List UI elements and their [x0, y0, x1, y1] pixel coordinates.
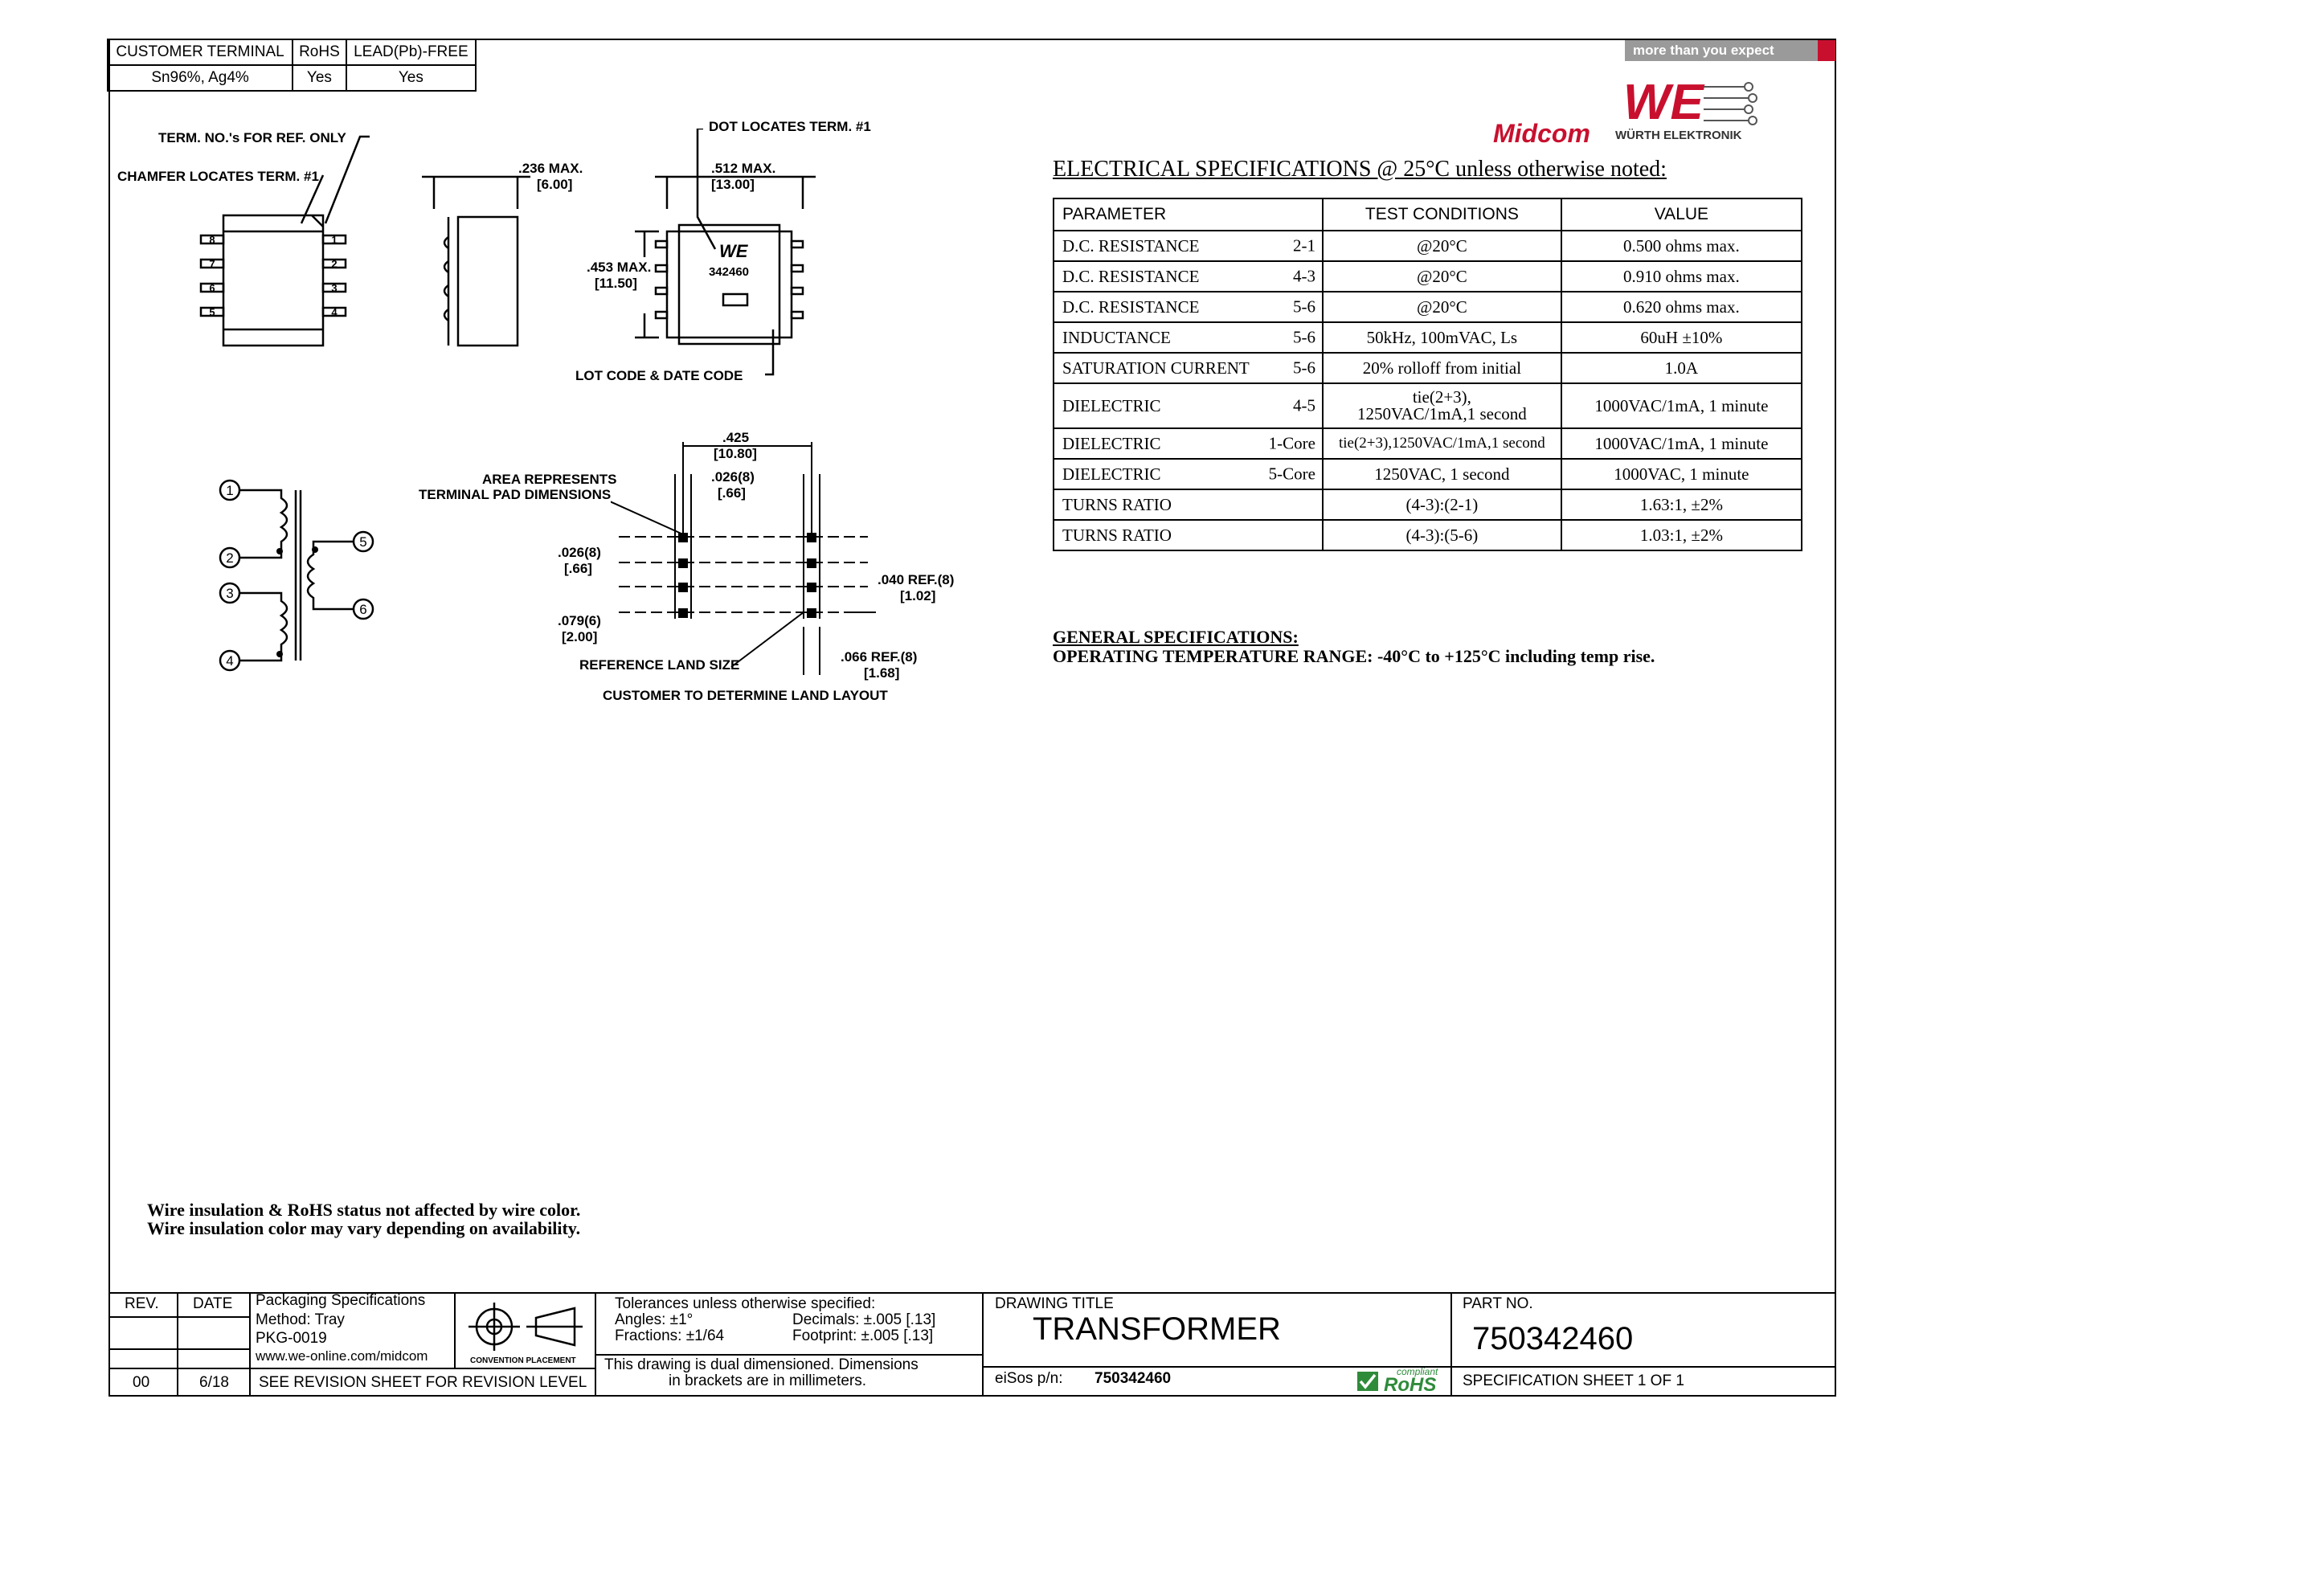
condition: (4-3):(2-1): [1323, 489, 1561, 520]
value: 60uH ±10%: [1561, 322, 1802, 353]
eisos-value: 750342460: [1094, 1370, 1172, 1387]
pins: 5-6: [1293, 358, 1315, 378]
packaging-title: Packaging Specifications: [256, 1292, 426, 1309]
drawing-title-label: DRAWING TITLE: [995, 1295, 1114, 1312]
pin-label-3: 3: [331, 282, 338, 294]
part-no: 750342460: [1472, 1321, 1634, 1356]
dim-425-mm: [10.80]: [714, 446, 757, 461]
value: 0.910 ohms max.: [1561, 261, 1802, 292]
leadfree-header: LEAD(Pb)-FREE: [346, 39, 476, 65]
spec-row: [1054, 383, 1802, 428]
dim-512: .512 MAX.: [711, 161, 776, 176]
packaging-method: Method: Tray: [256, 1311, 345, 1328]
we-mark: WE: [1623, 77, 1704, 130]
wurth-text: WÜRTH ELEKTRONIK: [1615, 129, 1742, 142]
condition: @20°C: [1323, 231, 1561, 261]
dim-236: .236 MAX.: [518, 161, 583, 176]
param: DIELECTRIC: [1062, 395, 1161, 415]
tolerance-decimals: Decimals: ±.005 [.13]: [792, 1311, 936, 1328]
general-line: OPERATING TEMPERATURE RANGE: -40°C to +125°C including temp rise.: [1053, 646, 1655, 666]
dual-note-1: This drawing is dual dimensioned. Dimensions: [604, 1356, 919, 1373]
revision-note: SEE REVISION SHEET FOR REVISION LEVEL: [259, 1374, 587, 1391]
drawing-title: TRANSFORMER: [1033, 1311, 1281, 1347]
chamfer-note: CHAMFER LOCATES TERM. #1: [117, 169, 319, 184]
date-value: 6/18: [199, 1374, 229, 1391]
spec-row: [1054, 459, 1802, 489]
schematic-pin-2: 2: [226, 550, 234, 566]
rohs-compliant-badge: [1356, 1366, 1448, 1396]
wire-note-2: Wire insulation color may vary depending on availability.: [147, 1218, 581, 1238]
midcom-logo: Midcom: [1493, 119, 1590, 148]
dim-512-mm: [13.00]: [711, 177, 755, 192]
dim-425: .425: [722, 430, 750, 445]
header-value: VALUE: [1561, 198, 1802, 231]
tolerance-footprint: Footprint: ±.005 [.13]: [792, 1327, 934, 1344]
condition: (4-3):(5-6): [1323, 520, 1561, 550]
value: 1.63:1, ±2%: [1561, 489, 1802, 520]
schematic-pin-3: 3: [226, 586, 234, 601]
param: DIELECTRIC: [1062, 433, 1161, 453]
rohs-header: RoHS: [293, 39, 346, 65]
terminal-table: [107, 39, 477, 92]
schematic-pin-6: 6: [359, 602, 367, 617]
part-mark: 342460: [708, 265, 750, 279]
area-note-2: TERMINAL PAD DIMENSIONS: [419, 487, 612, 502]
tagline-bar: [1625, 40, 1818, 61]
pin-label-6: 6: [209, 282, 215, 294]
spec-row: [1054, 261, 1802, 292]
pins: 4-5: [1293, 395, 1315, 415]
lot-note: LOT CODE & DATE CODE: [575, 368, 743, 383]
spec-row: [1054, 520, 1802, 550]
condition-line-2: 1250VAC/1mA,1 second: [1357, 404, 1527, 423]
param: D.C. RESISTANCE: [1062, 266, 1200, 286]
pins: 1-Core: [1268, 433, 1315, 453]
dim-066: .066 REF.(8): [841, 649, 918, 665]
pins: 5-6: [1293, 297, 1315, 317]
area-note-1: AREA REPRESENTS: [482, 472, 617, 487]
terminal-value: Sn96%, Ag4%: [108, 65, 293, 91]
pins: 5-Core: [1268, 464, 1315, 484]
param: D.C. RESISTANCE: [1062, 297, 1200, 317]
customer-land-note: CUSTOMER TO DETERMINE LAND LAYOUT: [603, 688, 888, 703]
dim-079: .079(6): [558, 613, 601, 628]
pin-label-1: 1: [331, 234, 338, 246]
sheet-number: SPECIFICATION SHEET 1 OF 1: [1463, 1372, 1684, 1389]
term-no-note: TERM. NO.'s FOR REF. ONLY: [158, 130, 346, 145]
pin-label-8: 8: [209, 234, 215, 246]
general-title: GENERAL SPECIFICATIONS:: [1053, 627, 1299, 647]
condition: 1250VAC, 1 second: [1323, 459, 1561, 489]
pin-label-4: 4: [331, 306, 338, 318]
package-drawings: [104, 129, 876, 402]
pins: 5-6: [1293, 327, 1315, 347]
value: 1.0A: [1561, 353, 1802, 383]
midcom-url[interactable]: www.we-online.com/midcom: [256, 1348, 428, 1364]
dim-026-top: .026(8): [711, 469, 755, 485]
spec-row: [1054, 489, 1802, 520]
rohs-compliant-text: compliant: [1397, 1366, 1438, 1377]
tagline: more than you expect: [1633, 43, 1774, 58]
pin-label-7: 7: [209, 258, 215, 270]
packaging-pkg: PKG-0019: [256, 1330, 327, 1347]
dim-453: .453 MAX.: [587, 260, 652, 275]
dim-026-left: .026(8): [558, 545, 601, 560]
value: 1000VAC, 1 minute: [1561, 459, 1802, 489]
dim-026-top-mm: [.66]: [718, 485, 746, 501]
ref-land-note: REFERENCE LAND SIZE: [579, 657, 740, 673]
dim-040: .040 REF.(8): [878, 572, 955, 587]
value: 1000VAC/1mA, 1 minute: [1561, 383, 1802, 428]
rev-label: REV.: [125, 1295, 159, 1312]
param: TURNS RATIO: [1062, 525, 1172, 545]
schematic-pin-1: 1: [226, 483, 234, 498]
schematic-pin-5: 5: [359, 534, 367, 550]
wire-note-1: Wire insulation & RoHS status not affected by wire color.: [147, 1200, 581, 1220]
tolerance-fractions: Fractions: ±1/64: [615, 1327, 725, 1344]
eisos-label: eiSos p/n:: [995, 1370, 1063, 1387]
pin-label-2: 2: [331, 258, 338, 270]
value: 0.500 ohms max.: [1561, 231, 1802, 261]
param: TURNS RATIO: [1062, 494, 1172, 514]
convention-label: CONVENTION PLACEMENT: [470, 1356, 576, 1365]
spec-row: [1054, 322, 1802, 353]
spec-row: [1054, 231, 1802, 261]
leadfree-value: Yes: [346, 65, 476, 91]
spec-row: [1054, 428, 1802, 459]
rohs-value: Yes: [293, 65, 346, 91]
dual-note-2: in brackets are in millimeters.: [669, 1372, 867, 1389]
electrical-title: ELECTRICAL SPECIFICATIONS @ 25°C unless otherwise noted:: [1053, 157, 1667, 182]
terminal-header: CUSTOMER TERMINAL: [108, 39, 293, 65]
pins: 2-1: [1293, 235, 1315, 256]
param: SATURATION CURRENT: [1062, 358, 1250, 378]
param: DIELECTRIC: [1062, 464, 1161, 484]
projection-symbol-icon: [462, 1299, 591, 1355]
dim-026-left-mm: [.66]: [564, 561, 592, 576]
param: INDUCTANCE: [1062, 327, 1171, 347]
checkmark-icon: [1356, 1371, 1381, 1392]
tolerance-title: Tolerances unless otherwise specified:: [615, 1295, 876, 1312]
condition: 50kHz, 100mVAC, Ls: [1323, 322, 1561, 353]
schematic-pin-4: 4: [226, 653, 234, 669]
pins: 4-3: [1293, 266, 1315, 286]
dim-079-mm: [2.00]: [562, 629, 598, 644]
value: 1000VAC/1mA, 1 minute: [1561, 428, 1802, 459]
tagline-accent: [1818, 40, 1835, 61]
condition: @20°C: [1323, 261, 1561, 292]
we-mark-small: WE: [719, 241, 748, 261]
rev-value: 00: [133, 1374, 150, 1391]
spec-row: [1054, 353, 1802, 383]
pin-label-5: 5: [209, 306, 215, 318]
dot-note: DOT LOCATES TERM. #1: [709, 119, 871, 134]
part-no-label: PART NO.: [1463, 1295, 1533, 1312]
dim-066-mm: [1.68]: [864, 665, 900, 681]
electrical-spec-table: [1053, 198, 1802, 551]
date-label: DATE: [193, 1295, 233, 1312]
value: 1.03:1, ±2%: [1561, 520, 1802, 550]
header-test-conditions: TEST CONDITIONS: [1323, 198, 1561, 231]
dim-453-mm: [11.50]: [595, 276, 637, 291]
value: 0.620 ohms max.: [1561, 292, 1802, 322]
condition: tie(2+3),1250VAC/1mA,1 second: [1323, 428, 1561, 459]
tolerance-angles: Angles: ±1°: [615, 1311, 694, 1328]
header-parameter: PARAMETER: [1054, 198, 1323, 231]
condition: 20% rolloff from initial: [1323, 353, 1561, 383]
condition: tie(2+3),: [1412, 387, 1471, 407]
param: D.C. RESISTANCE: [1062, 235, 1200, 256]
land-pattern: [611, 434, 884, 675]
spec-row: [1054, 292, 1802, 322]
condition: @20°C: [1323, 292, 1561, 322]
dim-040-mm: [1.02]: [900, 588, 936, 603]
rohs-text: RoHS: [1384, 1374, 1437, 1396]
dim-236-mm: [6.00]: [537, 177, 573, 192]
transformer-schematic-icon: [209, 474, 394, 675]
